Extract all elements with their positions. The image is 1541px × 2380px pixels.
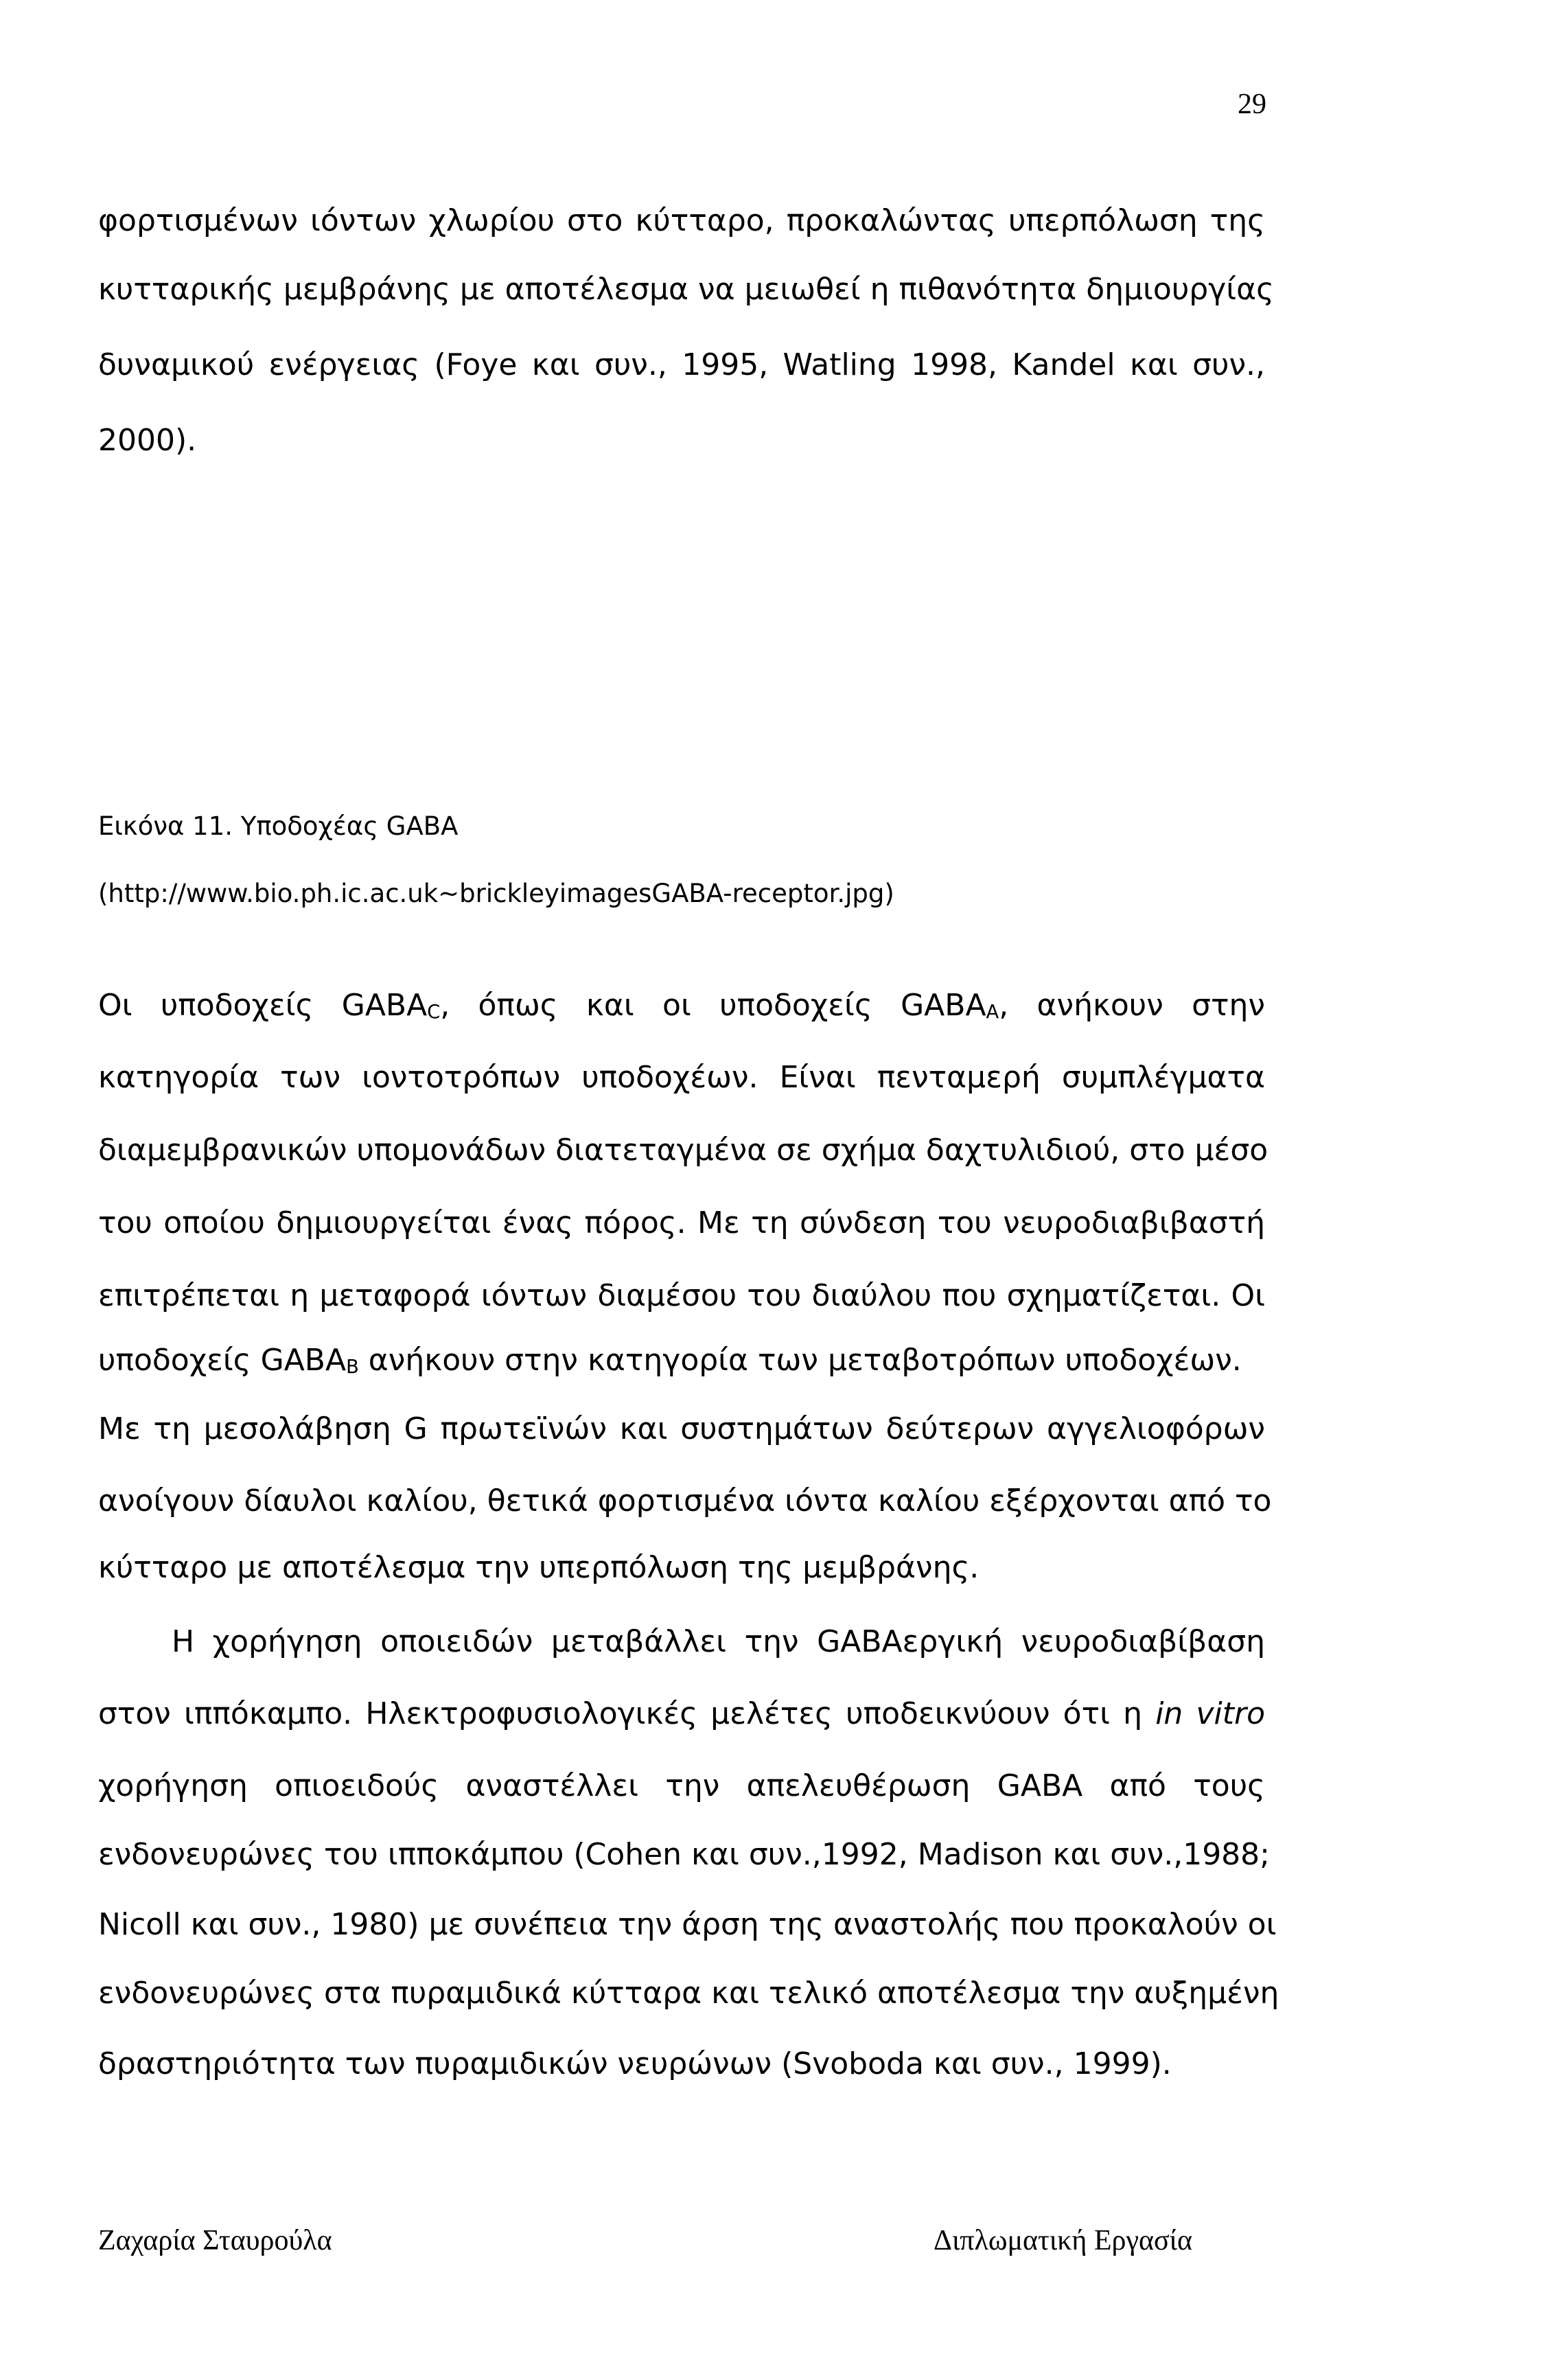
- text-line: δυναμικού ενέργειας (Foye και συν., 1995, Watling 1998, Kandel και συν.,: [98, 347, 1265, 382]
- text-line: Με τη μεσολάβηση G πρωτεϊνών και συστημάτων δεύτερων αγγελιοφόρων: [98, 1411, 1265, 1446]
- footer-title: Διπλωματική Εργασία: [934, 2225, 1192, 2256]
- text-line: φορτισμένων ιόντων χλωρίου στο κύτταρο, προκαλώντας υπερπόλωση της: [98, 203, 1265, 238]
- text-span: ανήκουν στην κατηγορία των μεταβοτρόπων υποδοχέων.: [358, 1343, 1242, 1378]
- subscript: B: [346, 1356, 359, 1378]
- text-span: υποδοχείς GABA: [98, 1343, 347, 1378]
- text-line: ενδονευρώνες του ιπποκάμπου (Cohen και συν.,1992, Madison και συν.,1988;: [98, 1837, 1270, 1872]
- text-line: Η χορήγηση οποιειδών μεταβάλλει την GABAεργική νευροδιαβίβαση: [172, 1624, 1265, 1659]
- text-line: ενδονευρώνες στα πυραμιδικά κύτταρα και τελικό αποτέλεσμα την αυξημένη: [98, 1976, 1279, 2011]
- text-span: στον ιππόκαμπο. Ηλεκτροφυσιολογικές μελέτες υποδεικνύουν ότι η: [98, 1696, 1156, 1731]
- caption-source: (http://www.bio.ph.ic.ac.uk~brickleyimagesGABA-receptor.jpg): [98, 879, 894, 908]
- text-line: [98, 988, 1265, 1024]
- text-line: επιτρέπεται η μεταφορά ιόντων διαμέσου του διαύλου που σχηματίζεται. Οι: [98, 1278, 1265, 1313]
- text-line: κυτταρικής μεμβράνης με αποτέλεσμα να μειωθεί η πιθανότητα δημιουργίας: [98, 272, 1274, 307]
- text-line: δραστηριότητα των πυραμιδικών νευρώνων (Svoboda και συν., 1999).: [98, 2046, 1172, 2081]
- text-line: κατηγορία των ιοντοτρόπων υποδοχέων. Είναι πενταμερή συμπλέγματα: [98, 1060, 1265, 1095]
- text-line: του οποίου δημιουργείται ένας πόρος. Με τη σύνδεση του νευροδιαβιβαστή: [98, 1205, 1265, 1240]
- italic-text: in vitro: [1155, 1696, 1266, 1731]
- text-line: Nicoll και συν., 1980) με συνέπεια την άρση της αναστολής που προκαλούν οι: [98, 1907, 1277, 1942]
- text-line: ανοίγουν δίαυλοι καλίου, θετικά φορτισμένα ιόντα καλίου εξέρχονται από το: [98, 1483, 1272, 1518]
- text-line: 2000).: [98, 423, 197, 458]
- subscript: A: [986, 1002, 999, 1024]
- text-line: χορήγηση οπιοειδούς αναστέλλει την απελευθέρωση GABA από τους: [98, 1768, 1265, 1803]
- footer-author: Ζαχαρία Σταυρούλα: [98, 2225, 332, 2256]
- text-line: [98, 1696, 1266, 1731]
- text-span: , ανήκουν στην: [999, 988, 1265, 1023]
- text-line: [98, 1345, 1242, 1376]
- text-span: Οι υποδοχείς GABA: [98, 988, 428, 1023]
- text-line: διαμεμβρανικών υπομονάδων διατεταγμένα σε σχήμα δαχτυλιδιού, στο μέσο: [98, 1133, 1268, 1168]
- page-number: 29: [1238, 89, 1266, 120]
- subscript: C: [427, 1002, 441, 1024]
- text-span: , όπως και οι υποδοχείς GABA: [440, 988, 986, 1023]
- text-line: κύτταρο με αποτέλεσμα την υπερπόλωση της μεμβράνης.: [98, 1550, 980, 1585]
- caption-title: Εικόνα 11. Υποδοχέας GABA: [98, 811, 459, 841]
